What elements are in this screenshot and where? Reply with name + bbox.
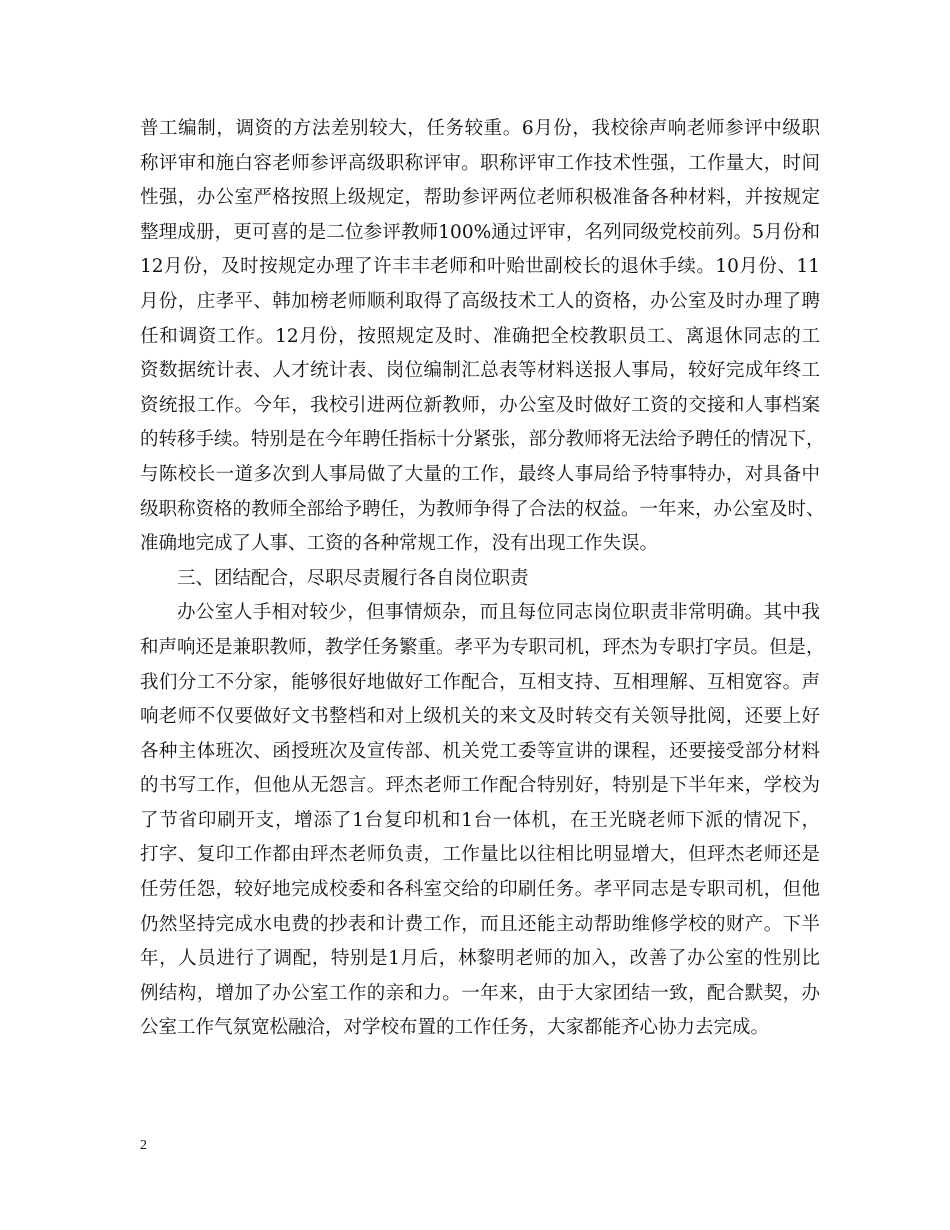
text-line: 月份，庄孝平、韩加榜老师顺利取得了高级技术工人的资格，办公室及时办理了聘 [140,290,820,312]
text-line: 任劳任怨，较好地完成校委和各科室交给的印刷任务。孝平同志是专职司机，但他 [140,879,820,901]
page-number: 2 [140,1138,147,1153]
section-heading: 三、团结配合，尽职尽责履行各自岗位职责 [177,567,529,589]
text-line: 整理成册，更可喜的是二位参评教师100%通过评审，名列同级党校前列。5月份和 [140,221,820,243]
text-line: 了节省印刷开支，增添了1台复印机和1台一体机，在王光晓老师下派的情况下， [140,809,820,831]
paragraph-end-line: 准确地完成了人事、工资的各种常规工作，没有出现工作失误。 [140,533,659,555]
paragraph-end-line: 公室工作气氛宽松融洽，对学校布置的工作任务，大家都能齐心协力去完成。 [140,1017,770,1039]
text-line: 例结构，增加了办公室工作的亲和力。一年来，由于大家团结一致，配合默契，办 [140,982,820,1004]
text-line: 级职称资格的教师全部给予聘任，为教师争得了合法的权益。一年来，办公室及时、 [140,498,825,520]
text-line: 仍然坚持完成水电费的抄表和计费工作，而且还能主动帮助维修学校的财产。下半 [140,913,820,935]
text-line: 与陈校长一道多次到人事局做了大量的工作，最终人事局给予特事特办，对具备中 [140,463,820,485]
text-line: 打字、复印工作都由玶杰老师负责，工作量比以往相比明显增大，但玶杰老师还是 [140,844,820,866]
text-line: 12月份，及时按规定办理了许丰丰老师和叶贻世副校长的退休手续。10月份、11 [140,256,820,278]
text-line: 称评审和施白容老师参评高级职称评审。职称评审工作技术性强，工作量大，时间 [140,152,820,174]
text-line: 资数据统计表、人才统计表、岗位编制汇总表等材料送报人事局，较好完成年终工 [140,360,820,382]
body-text [140,112,825,1046]
text-line: 普工编制，调资的方法差别较大，任务较重。6月份，我校徐声响老师参评中级职 [140,118,820,139]
text-line: 的转移手续。特别是在今年聘任指标十分紧张，部分教师将无法给予聘任的情况下， [140,429,825,451]
text-line: 性强，办公室严格按照上级规定，帮助参评两位老师积极准备各种材料，并按规定 [140,187,820,209]
text-line: 各种主体班次、函授班次及宣传部、机关党工委等宣讲的课程，还要接受部分材料 [140,740,820,762]
text-line: 我们分工不分家，能够很好地做好工作配合，互相支持、互相理解、互相宽容。声 [140,671,820,693]
text-line: 响老师不仅要做好文书整档和对上级机关的来文及时转交有关领导批阅，还要上好 [140,706,820,728]
text-line: 任和调资工作。12月份，按照规定及时、准确把全校教职员工、离退休同志的工 [140,325,820,347]
text-line: 和声响还是兼职教师，教学任务繁重。孝平为专职司机，玶杰为专职打字员。但是， [140,636,825,658]
text-line: 的书写工作，但他从无怨言。玶杰老师工作配合特别好，特别是下半年来，学校为 [140,775,820,797]
text-line: 资统报工作。今年，我校引进两位新教师，办公室及时做好工资的交接和人事档案 [140,394,820,416]
text-line: 年，人员进行了调配，特别是1月后，林黎明老师的加入，改善了办公室的性别比 [140,948,820,970]
paragraph-first-line: 办公室人手相对较少，但事情烦杂，而且每位同志岗位职责非常明确。其中我 [177,602,820,624]
